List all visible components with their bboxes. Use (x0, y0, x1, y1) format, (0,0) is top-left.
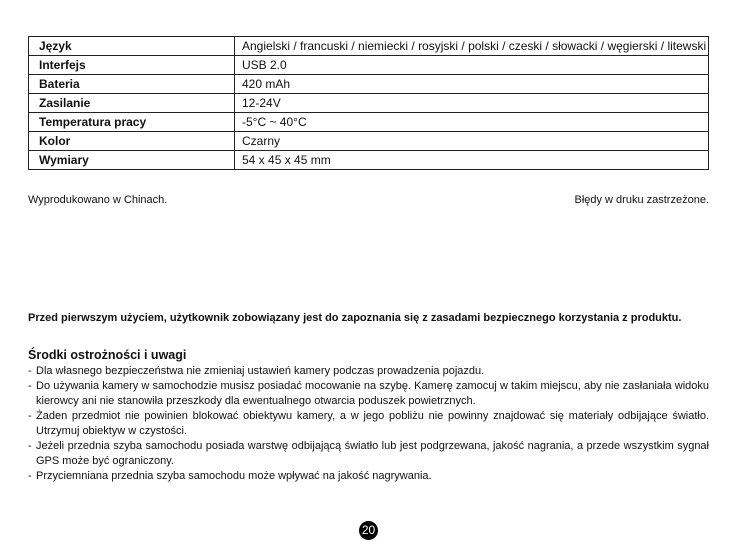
spec-row-color (29, 132, 709, 151)
spec-value: Czarny (235, 132, 709, 151)
list-item-text: Przyciemniana przednia szyba samochodu może wpływać na jakość nagrywania. (36, 470, 432, 482)
spec-value: -5°C ~ 40°C (235, 113, 709, 132)
spec-value: USB 2.0 (235, 56, 709, 75)
spec-label: Temperatura pracy (29, 113, 235, 132)
list-item-text: Żaden przedmiot nie powinien blokować obiektywu kamery, a w jego pobliżu nie powinny znajdować się materiały odbijające światło. Utrzymuj obiektyw w czystości. (36, 410, 709, 437)
spec-row-language (29, 37, 709, 56)
list-item-text: Dla własnego bezpieczeństwa nie zmieniaj ustawień kamery podczas prowadzenia pojazdu. (36, 365, 485, 377)
spec-label: Interfejs (29, 56, 235, 75)
list-item: - Jeżeli przednia szyba samochodu posiada warstwę odbijającą światło lub jest podgrzewana, jakość nagrania, a przede wszystkim sygnał GPS może być ograniczony. (28, 440, 709, 467)
table-footnote (28, 194, 709, 206)
spec-label: Zasilanie (29, 94, 235, 113)
spec-label: Język (29, 37, 235, 56)
spec-value: 420 mAh (235, 75, 709, 94)
precautions-list (28, 364, 709, 484)
spec-row-battery (29, 75, 709, 94)
list-item: - Dla własnego bezpieczeństwa nie zmieniaj ustawień kamery podczas prowadzenia pojazdu. (28, 365, 485, 377)
list-item: - Do używania kamery w samochodzie musisz posiadać mocowanie na szybę. Kamerę zamocuj w takim miejscu, aby nie zasłaniała widoku kierowcy ani nie stanowiła przeszkody dla ewentualnego otwarcia poduszek powietrznych. (28, 380, 709, 407)
spec-label: Bateria (29, 75, 235, 94)
page-number-badge: 20 (359, 521, 378, 540)
spec-row-power (29, 94, 709, 113)
spec-label: Wymiary (29, 151, 235, 170)
list-item: - Przyciemniana przednia szyba samochodu może wpływać na jakość nagrywania. (28, 470, 432, 482)
spec-value: Angielski / francuski / niemiecki / rosyjski / polski / czeski / słowacki / węgierski / litewski (235, 37, 709, 56)
spec-label: Kolor (29, 132, 235, 151)
spec-row-interface (29, 56, 709, 75)
list-item: - Żaden przedmiot nie powinien blokować obiektywu kamery, a w jego pobliżu nie powinny znajdować się materiały odbijające światło. Utrzymuj obiektyw w czystości. (28, 410, 709, 437)
spec-row-dimensions (29, 151, 709, 170)
spec-row-temperature (29, 113, 709, 132)
precautions-heading: Środki ostrożności i uwagi (28, 348, 187, 362)
spec-value: 12-24V (235, 94, 709, 113)
list-item-text: Do używania kamery w samochodzie musisz posiadać mocowanie na szybę. Kamerę zamocuj w takim miejscu, aby nie zasłaniała widoku kierowcy ani nie stanowiła przeszkody dla ewentualnego otwarcia poduszek powietrznych. (36, 380, 709, 407)
specifications-table (28, 36, 709, 170)
errata-note: Błędy w druku zastrzeżone. (574, 194, 709, 206)
spec-value: 54 x 45 x 45 mm (235, 151, 709, 170)
list-item-text: Jeżeli przednia szyba samochodu posiada warstwę odbijającą światło lub jest podgrzewana, jakość nagrania, a przede wszystkim sygnał GPS może być ograniczony. (36, 440, 709, 467)
intro-paragraph: Przed pierwszym użyciem, użytkownik zobowiązany jest do zapoznania się z zasadami bezpiecznego korzystania z produktu. (28, 312, 682, 324)
made-in-note: Wyprodukowano w Chinach. (28, 194, 168, 206)
